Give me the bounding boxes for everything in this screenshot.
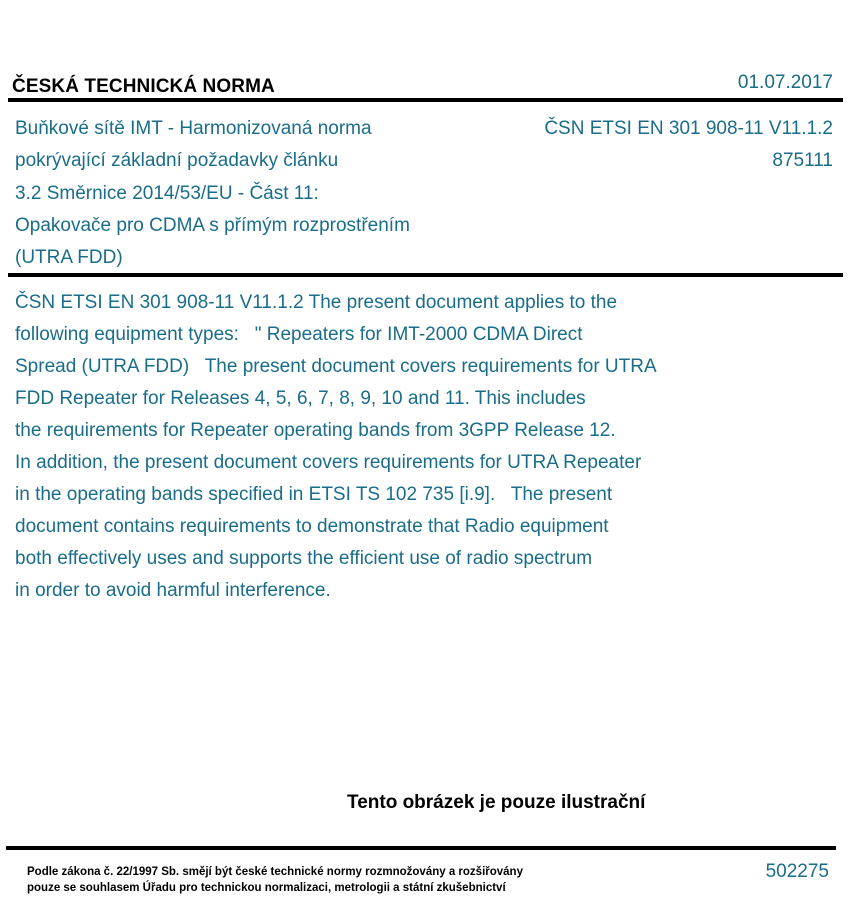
header-divider xyxy=(8,98,843,102)
abstract-line: in order to avoid harmful interference. xyxy=(15,580,331,601)
abstract-line: in the operating bands specified in ETSI TS 102 735 [i.9]. The present xyxy=(15,484,613,505)
abstract-line: the requirements for Repeater operating bands from 3GPP Release 12. xyxy=(15,420,616,441)
abstract-line: both effectively uses and supports the efficient use of radio spectrum xyxy=(15,548,593,569)
legal-notice-line: Podle zákona č. 22/1997 Sb. smějí být české technické normy rozmnožovány a rozšiřovány xyxy=(27,866,523,878)
footer-divider xyxy=(6,846,836,850)
standard-identification xyxy=(544,113,833,178)
legal-notice-line: pouze se souhlasem Úřadu pro technickou normalizaci, metrologii a státní zkušebnictví xyxy=(27,882,506,894)
abstract-line: In addition, the present document covers requirements for UTRA Repeater xyxy=(15,452,642,473)
document-title-line: Opakovače pro CDMA s přímým rozprostřením xyxy=(15,214,410,236)
abstract-line: ČSN ETSI EN 301 908-11 V11.1.2 The present document applies to the xyxy=(15,292,618,313)
abstract-line: document contains requirements to demonstrate that Radio equipment xyxy=(15,516,609,537)
standard-id: ČSN ETSI EN 301 908-11 V11.1.2 xyxy=(544,118,833,139)
document-title-line: pokrývající základní požadavky článku xyxy=(15,150,339,172)
abstract xyxy=(15,287,755,607)
abstract-line: Spread (UTRA FDD) The present document covers requirements for UTRA xyxy=(15,356,657,377)
legal-notice xyxy=(27,864,523,896)
document-title xyxy=(15,113,495,274)
document-title-line: Buňkové sítě IMT - Harmonizovaná norma xyxy=(15,118,372,139)
abstract-line: following equipment types: " Repeaters for IMT-2000 CDMA Direct xyxy=(15,324,583,345)
title-divider xyxy=(8,273,843,277)
illustration-note: Tento obrázek je pouze ilustrační xyxy=(347,792,646,813)
abstract-line: FDD Repeater for Releases 4, 5, 6, 7, 8, 9, 10 and 11. This includes xyxy=(15,388,586,409)
document-title-line: (UTRA FDD) xyxy=(15,247,123,269)
publication-date: 01.07.2017 xyxy=(737,72,833,93)
classification-code: 875111 xyxy=(772,150,833,172)
document-title-line: 3.2 Směrnice 2014/53/EU - Část 11: xyxy=(15,182,319,204)
document-number: 502275 xyxy=(765,861,829,882)
norm-header-title: ČESKÁ TECHNICKÁ NORMA xyxy=(12,76,275,97)
